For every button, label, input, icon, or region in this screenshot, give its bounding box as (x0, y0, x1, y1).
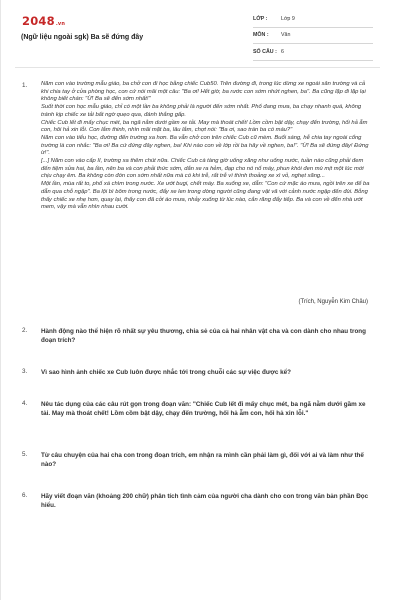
question-text: Nêu tác dụng của các câu rút gọn trong đoạn văn: "Chiếc Cub lết đi mấy chục mét, ba ngã nằm dưới gầm xe tải. May mà thoát chết! Lồm cồm bật dậy, chạy đến trường, hối hả ẵm con, hối hả xin lỗi." (41, 401, 366, 417)
logo-main: 2048 (22, 14, 55, 28)
passage-paragraph: Một lần, mùa rất to, phố xá chìm trong nước. Xe ướt bugi, chết máy. Ba xuống xe, dẫn: "Con cứ mặc áo mưa, ngồi trên xe để ba dẫn qua chỗ ngập". Ba lội bì bõm trong nước, đẩy xe len trong dòng người cũng đang vật vã với cảnh nước ngập đến đùi. Bỗng thấy chiếc xe nhẹ hơn, quay lại, thấy con đã cởi áo mưa, nhảy xuống từ lúc nào, cắn răng đẩy tiếp. Ba và con về đến nhà ướt mem, vậy mà vẫn nhìn nhau cười. (41, 181, 370, 211)
meta-row-grade (253, 11, 373, 28)
question-number: 2. (22, 327, 28, 334)
passage-paragraph: Chiếc Cub lết đi mấy chục mét, ba ngã nằm dưới gầm xe tải. May mà thoát chết! Lồm cồm bật dậy, chạy đến trường, hối hả ẵm con, hôi hả xin lỗi. Con lắm thinh, nhìn mãi mặt ba, lâu lắm, chợt nói: "Ba ơi, sao trán ba có máu?" (41, 119, 368, 134)
meta-row-question-count (253, 44, 373, 61)
question-text: Từ câu chuyện của hai cha con trong đoạn trích, em nhận ra mình cần phải làm gì, đối với ai và làm như thế nào? (41, 452, 364, 468)
question-text: Vì sao hình ảnh chiếc xe Cub luôn được nhắc tới trong chuỗi các sự việc được kể? (41, 369, 292, 376)
meta-value: Văn (281, 32, 291, 39)
document-title: (Ngữ liệu ngoài sgk) Ba sẽ đứng đây (21, 34, 144, 41)
question-number: 5. (22, 451, 28, 458)
reading-passage (41, 81, 371, 212)
passage-paragraph: [...] Năm con vào cấp II, trường xa thêm chút nữa. Chiếc Cub cà tàng giờ uống xăng như uống nước, tuần nào cũng phải đem đến tiệm sửa hai, ba lần, nên ba và con phải thức sớm, dắn xe ra hẻm, đạp cho nó nổ máy, phun khói đen mù mịt một lúc mới chịu chạy êm. Ba không còn đón con sớm nhất nữa mà có khi trễ, rất trễ vì thình thoảng xe xì vỏ, nghẹt xăng... (41, 158, 364, 180)
question-text: Hãy viết đoạn văn (khoảng 200 chữ) phân tích tình cảm của người cha dành cho con trong văn bản phần Đọc hiểu. (41, 493, 369, 509)
passage-source: (Trích, Nguyễn Kim Châu) (298, 299, 368, 305)
meta-row-subject (253, 28, 373, 45)
meta-label: LỚP : (253, 15, 268, 22)
meta-table (253, 11, 373, 61)
question-number: 1. (22, 82, 28, 89)
question-number: 6. (22, 492, 28, 499)
site-logo[interactable] (22, 14, 65, 28)
meta-label: MÔN : (253, 32, 269, 39)
passage-paragraph: Năm con vào trường mẫu giáo, ba chở con đi học bằng chiếc Cub50. Trên đường đi, trong lúc dừng xe ngoài sân trường và cả khi chia tay ở cửa phòng học, con cứ nói mãi một câu: "Ba ơi! Hết giờ, ba rước con sớm nhứt nghen, ba". Ba cũng lặp đi lặp lại không biết chán: "Ừ! Ba sẽ đến sớm nhất!" (41, 81, 366, 103)
passage-paragraph: Suốt thời con học mẫu giáo, chỉ có một lần ba không phải là người đến sớm nhất. Phố đang mưa, ba chạy nhanh quá, không tránh kịp chiếc xe tải bất ngờ quẹo qua, đánh thắng gấp. (41, 104, 362, 118)
meta-value: 6 (281, 48, 284, 55)
header-divider (15, 67, 380, 68)
logo-suffix: .vn (55, 21, 66, 27)
question-number: 4. (22, 400, 28, 407)
meta-label: SỐ CÂU : (253, 48, 277, 55)
passage-paragraph: Năm con vào tiểu học, đường đến trường xa hơn. Ba vẫn chở con trên chiếc Cub cũ mèm. Buổi sáng, hễ chia tay ngoài cổng trường là con nhắc: "Ba ơi! Ba cứ đứng đây nghen, ba! Khi nào con về lớp rồi ba hãy về nghen, ba!". "Ừ! Ba sẽ đứng đây! Đứng ừ!". (41, 134, 369, 157)
meta-value: Lớp 9 (281, 15, 295, 22)
question-number: 3. (22, 368, 28, 375)
question-text: Hành động nào thể hiện rõ nhất sự yêu thương, chia sẻ của cả hai nhân vật cha và con dành cho nhau trong đoạn trích? (41, 328, 366, 344)
